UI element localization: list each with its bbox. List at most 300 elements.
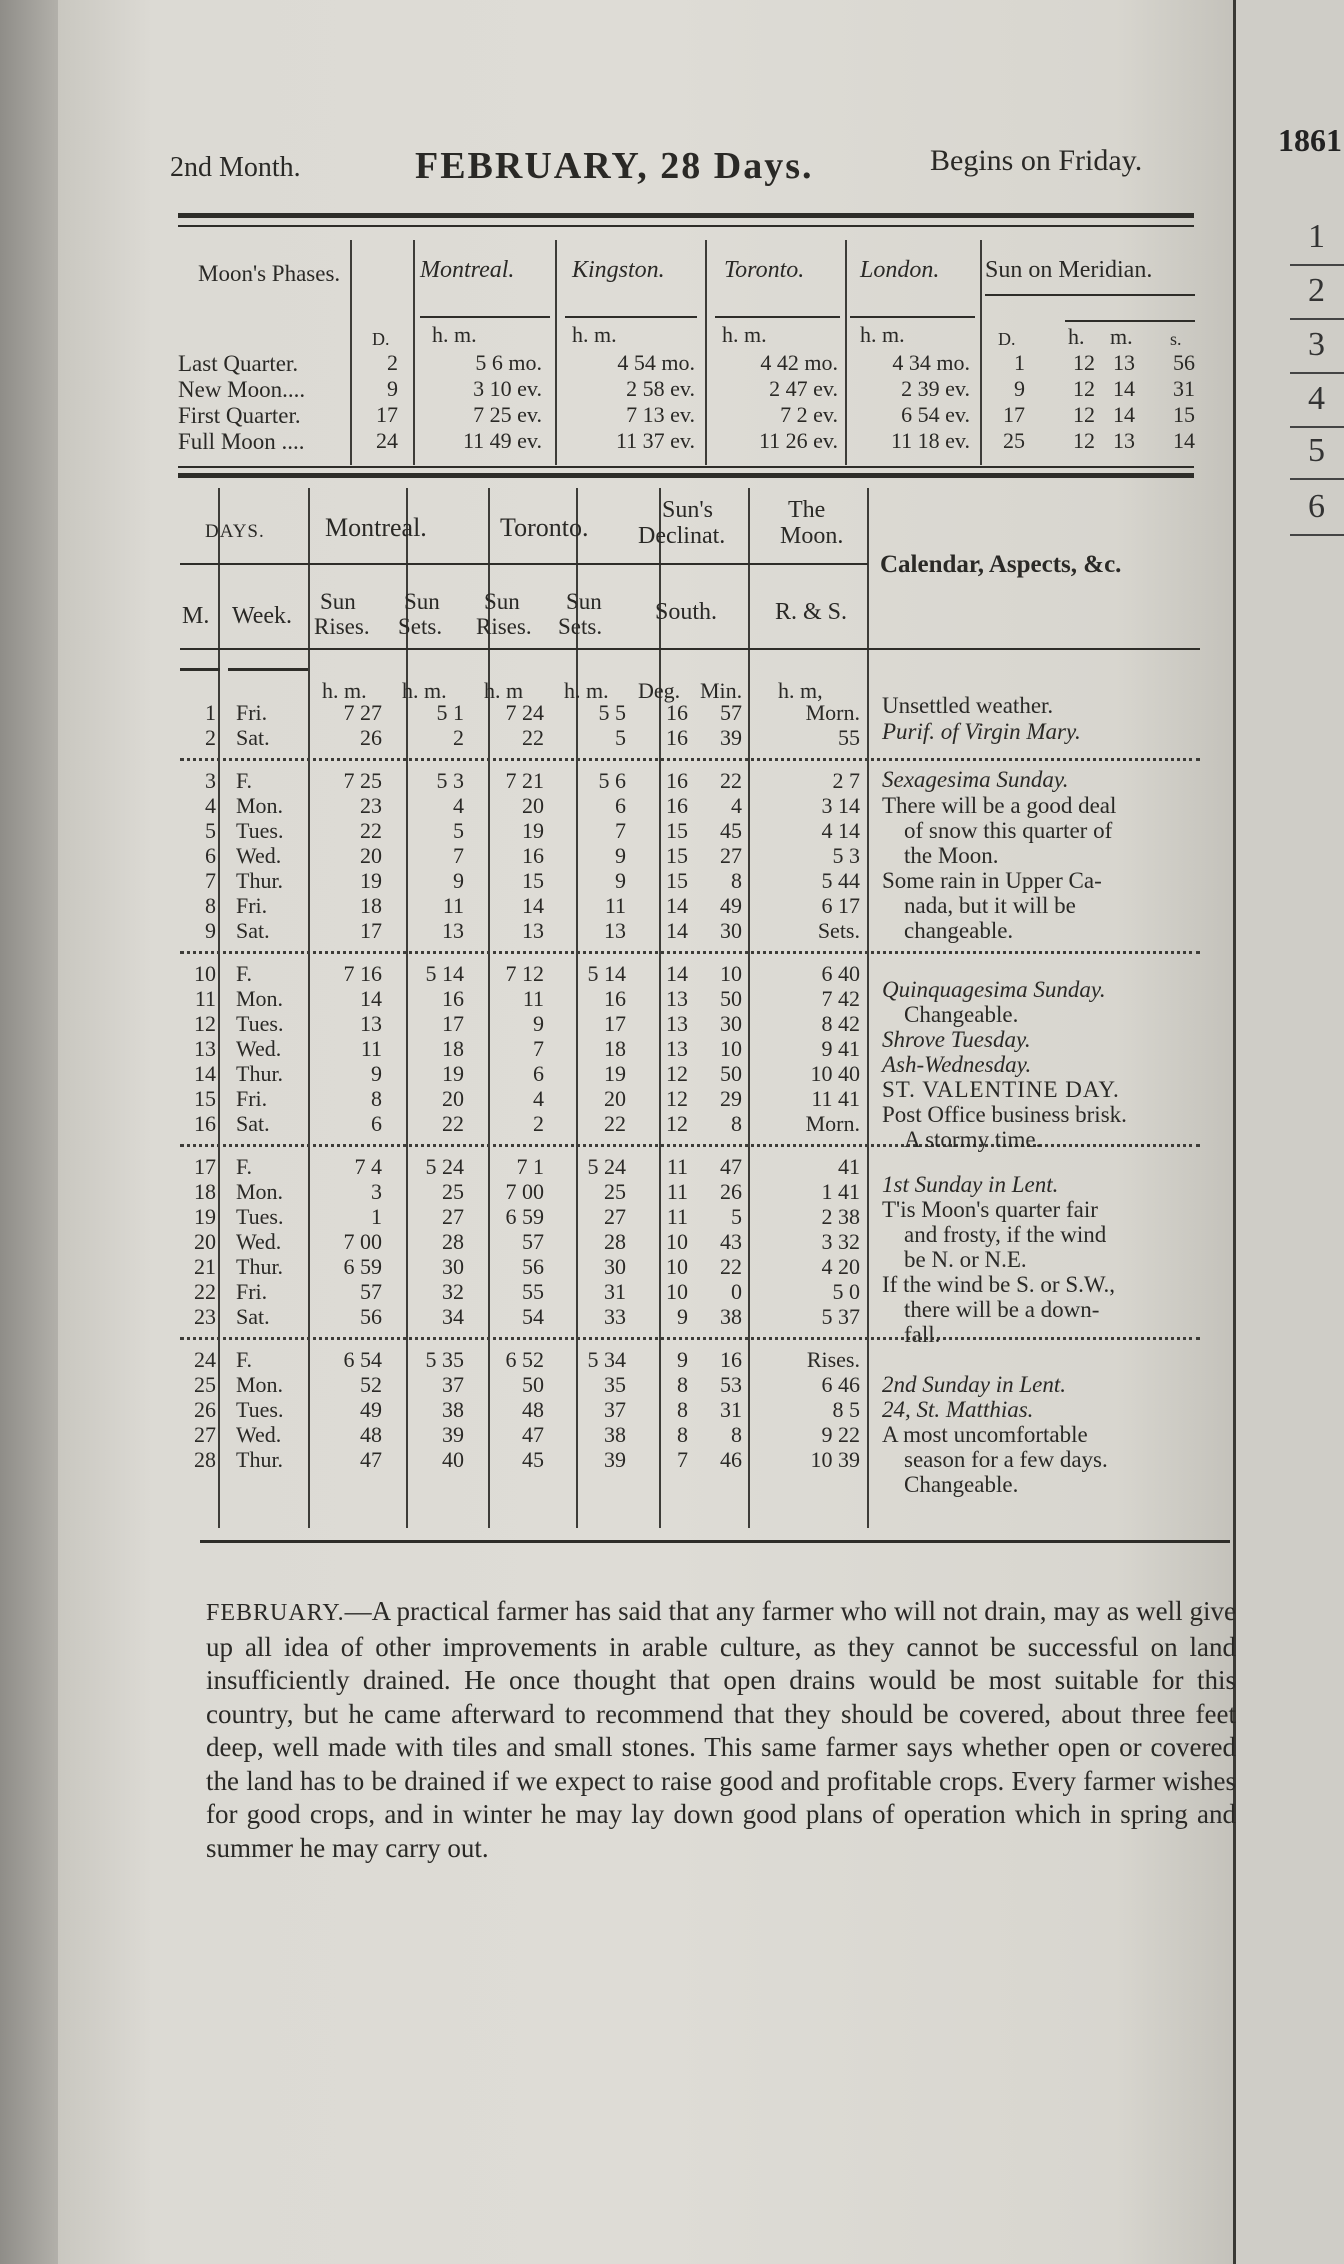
toronto-sunset: 33 (604, 1304, 626, 1329)
montreal-sunrise: 52 (360, 1372, 382, 1397)
moon-rise-set: 41 (838, 1154, 860, 1179)
declination-degree: 14 (666, 918, 688, 943)
declination-degree: 11 (666, 1179, 688, 1204)
begins-label: Begins on Friday. (930, 144, 1143, 177)
declination-minute: 29 (720, 1086, 742, 1111)
declination-minute: 8 (731, 868, 742, 893)
toronto-sunrise: 2 (533, 1111, 544, 1136)
toronto-sunrise: 6 (533, 1061, 544, 1086)
montreal-sunrise: 9 (371, 1061, 382, 1086)
mid-rule (178, 473, 1194, 478)
toronto-sunrise: 11 (522, 986, 544, 1011)
declination-minute: 45 (720, 818, 742, 843)
montreal-sunset: 5 35 (425, 1347, 464, 1372)
montreal-time: 11 49 ev. (462, 428, 542, 453)
day-of-week: Fri. (236, 1086, 268, 1111)
moon-rise-set: 9 22 (821, 1422, 860, 1447)
moon-rise-set: 7 42 (821, 986, 860, 1011)
month-label: 2nd Month. (170, 152, 301, 183)
toronto-sunset: 27 (604, 1204, 626, 1229)
montreal-sunset: 11 (442, 893, 464, 918)
declination-minute: 31 (720, 1397, 742, 1422)
meridian-second: 15 (1173, 402, 1195, 427)
moon-rise-set: Morn. (805, 700, 860, 725)
toronto-sunrise: 56 (522, 1254, 544, 1279)
moon-rise-set: 3 14 (821, 793, 860, 818)
calendar-note: A stormy time. (904, 1127, 1042, 1152)
calendar-note: Shrove Tuesday. (882, 1027, 1031, 1052)
declination-minute: 47 (720, 1154, 742, 1179)
declination-degree: 14 (666, 893, 688, 918)
facing-page-year: 1861 (1278, 122, 1342, 158)
rs-header: R. & S. (775, 599, 848, 625)
moon-rise-set: 10 39 (810, 1447, 860, 1472)
kingston-header-underline (565, 316, 697, 318)
montreal-sunrise: 49 (360, 1397, 382, 1422)
toronto-sunrise: 7 1 (516, 1154, 544, 1179)
calendar-note: ST. VALENTINE DAY. (882, 1077, 1120, 1102)
paragraph-text: —A practical farmer has said that any farmer who will not drain, may as well give up all idea of other improvements in arable culture, as they cannot be successful on land insufficiently drained. He once thought that open drains would be most suitable for this country, but he came afterward to recommend that they should be covered, about three feet deep, well made with tiles and small stones. This same farmer says whether open or covered the land has to be drained if we expect to raise good and profitable crops. Every farmer wishes for good crops, and in winter he may lay down good plans of operation which in spring and summer he may carry out. (206, 1596, 1236, 1863)
day-of-month: 25 (194, 1372, 216, 1397)
declination-minute: 10 (720, 1036, 742, 1061)
toronto-sunrise: 50 (522, 1372, 544, 1397)
day-of-month: 13 (194, 1036, 216, 1061)
london-header-underline (850, 316, 975, 318)
days-table-column-line (748, 488, 750, 1528)
book-spine-edge (0, 0, 58, 2264)
moon-rise-set: 8 5 (832, 1397, 860, 1422)
montreal-sunset: 2 (453, 725, 464, 750)
calendar-note: Quinquagesima Sunday. (882, 977, 1106, 1002)
facing-page-digit: 2 (1308, 272, 1325, 309)
calendar-note: of snow this quarter of (904, 818, 1113, 843)
facing-page-digit: 1 (1308, 218, 1325, 255)
toronto-sunset: 19 (604, 1061, 626, 1086)
declination-degree: 11 (666, 1204, 688, 1229)
calendar-note: 24, St. Matthias. (882, 1397, 1034, 1422)
montreal-sunrise: 7 00 (343, 1229, 382, 1254)
toronto-time: 4 42 mo. (760, 350, 838, 375)
toronto-sunrise: 19 (522, 818, 544, 843)
montreal-sunset: 37 (442, 1372, 464, 1397)
toronto-sunset: 28 (604, 1229, 626, 1254)
day-of-week: Wed. (236, 1422, 282, 1447)
montreal-sunset: 20 (442, 1086, 464, 1111)
toronto-sunset: 35 (604, 1372, 626, 1397)
declination-minute: 27 (720, 843, 742, 868)
montreal-sunset: 5 (453, 818, 464, 843)
montreal-sunrise: 6 59 (343, 1254, 382, 1279)
montreal-sunrise: 18 (360, 893, 382, 918)
declination-degree: 13 (666, 1011, 688, 1036)
declination-degree: 12 (666, 1111, 688, 1136)
montreal-sunset: 39 (442, 1422, 464, 1447)
day-of-week: Tues. (236, 1204, 284, 1229)
toronto-sunrise: 57 (522, 1229, 544, 1254)
calendar-note: Sexagesima Sunday. (882, 767, 1069, 792)
kingston-time: 2 58 ev. (626, 376, 695, 401)
moon-rise-set: 2 7 (832, 768, 860, 793)
moon-rise-set: 6 40 (821, 961, 860, 986)
toronto-sunset: 5 6 (598, 768, 626, 793)
meridian-day: 1 (1014, 350, 1025, 375)
calendar-note: A most uncomfortable (882, 1422, 1088, 1447)
week-separator (180, 1144, 1200, 1149)
toronto-sunset: 5 5 (598, 700, 626, 725)
meridian-day: 17 (1003, 402, 1025, 427)
min-units: Min. (700, 678, 743, 703)
calendar-note: be N. or N.E. (904, 1247, 1027, 1272)
toronto-sunrise: 20 (522, 793, 544, 818)
montreal-sunrise: 57 (360, 1279, 382, 1304)
moon-phase-name: New Moon.... (178, 377, 306, 402)
london-time: 4 34 mo. (892, 350, 970, 375)
montreal-sunset: 34 (442, 1304, 464, 1329)
day-of-week: Wed. (236, 1229, 282, 1254)
montreal-sunrise: 13 (360, 1011, 382, 1036)
sun-rises-header-2: Rises. (314, 614, 370, 639)
meridian-hour: 12 (1073, 350, 1095, 375)
meridian-second: 14 (1173, 428, 1195, 453)
montreal-sunset: 5 24 (425, 1154, 464, 1179)
meridian-header-underline (985, 294, 1195, 296)
meridian-hour: 12 (1073, 376, 1095, 401)
declination-degree: 11 (666, 1154, 688, 1179)
day-of-week: Thur. (236, 1254, 284, 1279)
days-table-column-line (218, 488, 220, 1528)
day-of-week: Sat. (236, 918, 270, 943)
day-of-week: Tues. (236, 1397, 284, 1422)
day-of-week: Fri. (236, 700, 268, 725)
sun-meridian-header: Sun on Meridian. (985, 257, 1153, 283)
page-title: FEBRUARY, 28 Days. (415, 145, 814, 187)
day-of-month: 9 (205, 918, 216, 943)
declination-minute: 38 (720, 1304, 742, 1329)
moon-rise-set: 55 (838, 725, 860, 750)
montreal-sunrise: 48 (360, 1422, 382, 1447)
calendar-note: there will be a down- (904, 1297, 1100, 1322)
calendar-note: Purif. of Virgin Mary. (882, 719, 1081, 744)
meridian-d-subheader: D. (998, 329, 1016, 349)
montreal-sunset: 25 (442, 1179, 464, 1204)
meridian-m-subheader: m. (1110, 324, 1133, 349)
day-of-month: 20 (194, 1229, 216, 1254)
day-of-week: Mon. (236, 793, 284, 818)
top-rule (178, 213, 1194, 218)
facing-page-digit: 3 (1308, 326, 1325, 363)
declination-minute: 30 (720, 1011, 742, 1036)
day-of-week: Thur. (236, 868, 284, 893)
facing-page-rule (1290, 478, 1344, 480)
montreal-sunset: 22 (442, 1111, 464, 1136)
montreal-sunrise: 7 25 (343, 768, 382, 793)
london-hm-subheader: h. m. (860, 322, 905, 347)
montreal-days-header: Montreal. (325, 513, 427, 542)
day-of-month: 16 (194, 1111, 216, 1136)
declination-minute: 4 (731, 793, 742, 818)
day-of-week: Wed. (236, 843, 282, 868)
declination-minute: 22 (720, 1254, 742, 1279)
declination-degree: 15 (666, 868, 688, 893)
meridian-hour: 12 (1073, 402, 1095, 427)
declination-degree: 10 (666, 1229, 688, 1254)
day-of-month: 19 (194, 1204, 216, 1229)
day-of-week: Thur. (236, 1447, 284, 1472)
declination-degree: 8 (677, 1422, 688, 1447)
toronto-sunrise: 13 (522, 918, 544, 943)
moon-rise-set: 10 40 (810, 1061, 860, 1086)
montreal-sunset: 18 (442, 1036, 464, 1061)
toronto-rises-units: h. m (484, 678, 524, 703)
day-of-month: 8 (205, 893, 216, 918)
montreal-header-underline (420, 316, 550, 318)
facing-page-rule (1290, 264, 1344, 266)
day-of-month: 21 (194, 1254, 216, 1279)
declination-degree: 10 (666, 1254, 688, 1279)
calendar-note: season for a few days. (904, 1447, 1108, 1472)
moon-rise-set: 9 41 (821, 1036, 860, 1061)
montreal-sunrise: 6 (371, 1111, 382, 1136)
day-of-week: F. (236, 768, 252, 793)
toronto-days-header: Toronto. (500, 513, 589, 542)
toronto-time: 2 47 ev. (769, 376, 838, 401)
calendar-note: changeable. (904, 918, 1014, 943)
kingston-time: 7 13 ev. (626, 402, 695, 427)
declination-degree: 16 (666, 768, 688, 793)
day-of-month: 6 (205, 843, 216, 868)
moon-phase-day: 9 (387, 376, 398, 401)
day-of-week: Wed. (236, 1036, 282, 1061)
toronto-sunset: 16 (604, 986, 626, 1011)
toronto-rises-header-2: Rises. (476, 614, 532, 639)
moon-rise-set: Rises. (806, 1347, 860, 1372)
declination-minute: 43 (720, 1229, 742, 1254)
montreal-sunrise: 20 (360, 843, 382, 868)
page-header (170, 140, 1200, 190)
declination-degree: 15 (666, 818, 688, 843)
montreal-sunrise: 11 (360, 1036, 382, 1061)
moon-phases-header: Moon's Phases. (198, 261, 341, 286)
meridian-minute: 14 (1113, 376, 1135, 401)
toronto-time: 7 2 ev. (780, 402, 838, 427)
montreal-sunset: 28 (442, 1229, 464, 1254)
declination-minute: 46 (720, 1447, 742, 1472)
toronto-sunrise: 7 24 (505, 700, 544, 725)
montreal-sunset: 30 (442, 1254, 464, 1279)
declination-minute: 26 (720, 1179, 742, 1204)
calendar-note: 1st Sunday in Lent. (882, 1172, 1059, 1197)
moon-phase-name: First Quarter. (178, 403, 301, 428)
toronto-sunset: 5 24 (587, 1154, 626, 1179)
montreal-sunset: 5 3 (436, 768, 464, 793)
day-of-month: 1 (205, 700, 216, 725)
moon-table-column-line (350, 240, 352, 465)
montreal-hm-subheader: h. m. (432, 322, 477, 347)
toronto-sets-units: h. m. (564, 678, 609, 703)
day-of-week: Thur. (236, 1061, 284, 1086)
montreal-sunrise: 47 (360, 1447, 382, 1472)
declination-degree: 14 (666, 961, 688, 986)
day-of-week: Sat. (236, 1304, 270, 1329)
meridian-sub-underline (1065, 320, 1195, 322)
mid-rule-thin (178, 466, 1194, 468)
moon-table-column-line (980, 240, 982, 465)
moon-rise-set: 8 42 (821, 1011, 860, 1036)
montreal-time: 7 25 ev. (473, 402, 542, 427)
sun-sets-header-2: Sets. (398, 614, 443, 639)
top-rule-thin (178, 225, 1194, 227)
facing-page-rule (1290, 372, 1344, 374)
declination-degree: 9 (677, 1347, 688, 1372)
montreal-sunset: 19 (442, 1061, 464, 1086)
day-of-month: 26 (194, 1397, 216, 1422)
montreal-sunrise: 7 16 (343, 961, 382, 986)
toronto-sunset: 18 (604, 1036, 626, 1061)
calendar-note: and frosty, if the wind (904, 1222, 1107, 1247)
montreal-sunrise: 17 (360, 918, 382, 943)
declination-degree: 9 (677, 1304, 688, 1329)
calendar-note: T'is Moon's quarter fair (882, 1197, 1098, 1222)
moon-phase-name: Last Quarter. (178, 351, 299, 376)
declination-minute: 16 (720, 1347, 742, 1372)
week-short-rule (228, 668, 308, 671)
day-of-month: 14 (194, 1061, 216, 1086)
montreal-sunrise: 22 (360, 818, 382, 843)
day-of-week: Fri. (236, 1279, 268, 1304)
deg-units: Deg. (638, 678, 681, 703)
toronto-sunrise: 48 (522, 1397, 544, 1422)
day-of-month: 10 (194, 961, 216, 986)
montreal-sunset: 38 (442, 1397, 464, 1422)
toronto-sunrise: 14 (522, 893, 544, 918)
montreal-rises-units: h. m. (322, 678, 367, 703)
declination-degree: 10 (666, 1279, 688, 1304)
meridian-s-subheader: s. (1170, 329, 1182, 349)
day-of-month: 4 (205, 793, 216, 818)
montreal-sunset: 17 (442, 1011, 464, 1036)
declination-minute: 50 (720, 1061, 742, 1086)
day-of-week: Sat. (236, 725, 270, 750)
calendar-note: Post Office business brisk. (882, 1102, 1127, 1127)
toronto-header-underline (715, 316, 840, 318)
day-of-month: 11 (194, 986, 216, 1011)
m-header: M. (182, 603, 210, 629)
moon-rise-set: 1 41 (821, 1179, 860, 1204)
week-separator (180, 1337, 1200, 1342)
day-of-month: 22 (194, 1279, 216, 1304)
moon-phase-day: 17 (376, 402, 398, 427)
montreal-sunrise: 6 54 (343, 1347, 382, 1372)
days-table-column-line (867, 488, 869, 1528)
moon-phase-day: 2 (387, 350, 398, 375)
declination-minute: 10 (720, 961, 742, 986)
day-of-month: 18 (194, 1179, 216, 1204)
montreal-sunrise: 1 (371, 1204, 382, 1229)
bottom-rule (200, 1540, 1230, 1543)
moon-units: h. m, (778, 678, 823, 703)
toronto-sunrise: 9 (533, 1011, 544, 1036)
calendar-note: fall. (904, 1322, 941, 1347)
moon-rise-set: 3 32 (821, 1229, 860, 1254)
montreal-sunset: 4 (453, 793, 464, 818)
declination-minute: 57 (720, 700, 742, 725)
meridian-second: 56 (1173, 350, 1195, 375)
montreal-sunset: 7 (453, 843, 464, 868)
toronto-sunrise: 6 59 (505, 1204, 544, 1229)
montreal-time: 3 10 ev. (473, 376, 542, 401)
moon-rise-set: 4 14 (821, 818, 860, 843)
montreal-sunrise: 14 (360, 986, 382, 1011)
toronto-sunrise: 15 (522, 868, 544, 893)
day-of-month: 23 (194, 1304, 216, 1329)
toronto-sets-header-2: Sets. (558, 614, 603, 639)
calendar-note: There will be a good deal (882, 793, 1117, 818)
montreal-sunset: 27 (442, 1204, 464, 1229)
toronto-sunset: 5 14 (587, 961, 626, 986)
kingston-time: 4 54 mo. (617, 350, 695, 375)
day-of-month: 5 (205, 818, 216, 843)
day-of-month: 3 (205, 768, 216, 793)
kingston-hm-subheader: h. m. (572, 322, 617, 347)
declination-minute: 49 (720, 893, 742, 918)
toronto-sunset: 25 (604, 1179, 626, 1204)
moon-rise-set: 2 38 (821, 1204, 860, 1229)
toronto-sunset: 39 (604, 1447, 626, 1472)
moon-rise-set: Morn. (805, 1111, 860, 1136)
toronto-sunrise: 54 (522, 1304, 544, 1329)
london-header: London. (860, 257, 940, 283)
meridian-minute: 13 (1113, 350, 1135, 375)
toronto-rises-header-1: Sun (484, 589, 520, 614)
calendar-header: Calendar, Aspects, &c. (880, 551, 1122, 578)
montreal-sunset: 5 1 (436, 700, 464, 725)
calendar-note: Changeable. (904, 1472, 1019, 1497)
declination-minute: 39 (720, 725, 742, 750)
february-paragraph (206, 1595, 1236, 1865)
day-of-week: Mon. (236, 1179, 284, 1204)
meridian-second: 31 (1173, 376, 1195, 401)
declination-minute: 50 (720, 986, 742, 1011)
montreal-sunset: 16 (442, 986, 464, 1011)
montreal-time: 5 6 mo. (475, 350, 542, 375)
declination-degree: 13 (666, 986, 688, 1011)
moon-rise-set: 4 20 (821, 1254, 860, 1279)
toronto-sunrise: 7 21 (505, 768, 544, 793)
toronto-hm-subheader: h. m. (722, 322, 767, 347)
facing-page-digit: 5 (1308, 432, 1325, 469)
day-subheader: D. (372, 329, 390, 349)
declination-degree: 16 (666, 700, 688, 725)
facing-page-digit: 4 (1308, 380, 1325, 417)
montreal-sunset: 9 (453, 868, 464, 893)
toronto-sunset: 38 (604, 1422, 626, 1447)
toronto-sunset: 9 (615, 868, 626, 893)
montreal-sunrise: 7 27 (343, 700, 382, 725)
calendar-note: Ash-Wednesday. (882, 1052, 1032, 1077)
week-header: Week. (232, 603, 293, 629)
calendar-note: Some rain in Upper Ca- (882, 868, 1102, 893)
declination-minute: 8 (731, 1111, 742, 1136)
day-of-month: 12 (194, 1011, 216, 1036)
declination-degree: 13 (666, 1036, 688, 1061)
toronto-sets-header-1: Sun (566, 589, 602, 614)
day-of-month: 2 (205, 725, 216, 750)
day-of-week: Fri. (236, 893, 268, 918)
meridian-h-subheader: h. (1068, 324, 1085, 349)
toronto-sunrise: 22 (522, 725, 544, 750)
toronto-sunrise: 7 (533, 1036, 544, 1061)
kingston-header: Kingston. (572, 257, 665, 283)
